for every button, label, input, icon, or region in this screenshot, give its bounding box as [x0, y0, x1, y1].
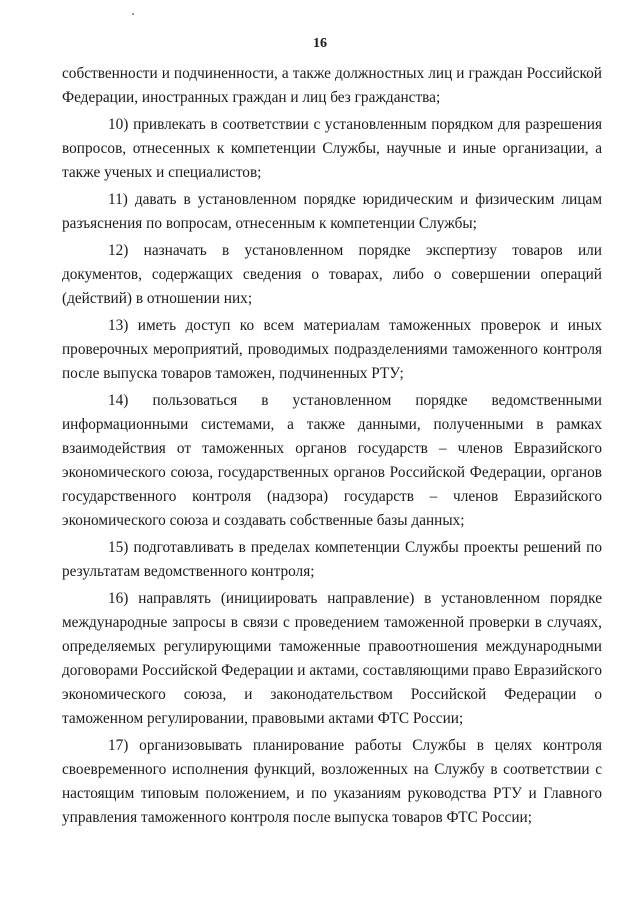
document-body: [62, 62, 602, 833]
paragraph-item-17: 17) организовывать планирование работы Службы в целях контроля своевременного исполнения функций, возложенных на Службу в соответствии с настоящим типовым положением, и по указаниям руководства РТУ и Главного управления таможенного контроля после выпуска товаров ФТС России;: [62, 737, 602, 826]
paragraph-item-12: 12) назначать в установленном порядке экспертизу товаров или документов, содержащих сведения о товарах, либо о совершении операций (действий) в отношении них;: [62, 242, 602, 307]
paragraph-item-15: 15) подготавливать в пределах компетенции Службы проекты решений по результатам ведомственного контроля;: [62, 539, 602, 580]
scan-speck: [132, 13, 134, 15]
paragraph-item-10: 10) привлекать в соответствии с установленным порядком для разрешения вопросов, отнесенных к компетенции Службы, научные и иные организации, а также ученых и специалистов;: [62, 116, 602, 181]
paragraph-item-14: 14) пользоваться в установленном порядке ведомственными информационными системами, а также данными, полученными в рамках взаимодействия от таможенных органов государств – членов Евразийского экономического союза, государственных органов Российской Федерации, органов государственного контроля (надзора) государств – членов Евразийского экономического союза и создавать собственные базы данных;: [62, 392, 602, 529]
page-number: 16: [313, 36, 327, 51]
paragraph-item-16: 16) направлять (инициировать направление) в установленном порядке международные запросы в связи с проведением таможенной проверки в случаях, определяемых регулирующими таможенные правоотношения международными договорами Российской Федерации и актами, составляющими право Евразийского экономического союза, и законодательством Российской Федерации о таможенном регулировании, правовыми актами ФТС России;: [62, 590, 602, 727]
paragraph-continuation: собственности и подчиненности, а также должностных лиц и граждан Российской Федерации, иностранных граждан и лиц без гражданства;: [62, 65, 602, 106]
paragraph-item-13: 13) иметь доступ ко всем материалам таможенных проверок и иных проверочных мероприятий, проводимых подразделениями таможенного контроля после выпуска товаров таможен, подчиненных РТУ;: [62, 317, 602, 382]
paragraph-item-11: 11) давать в установленном порядке юридическим и физическим лицам разъяснения по вопросам, отнесенным к компетенции Службы;: [62, 191, 602, 232]
